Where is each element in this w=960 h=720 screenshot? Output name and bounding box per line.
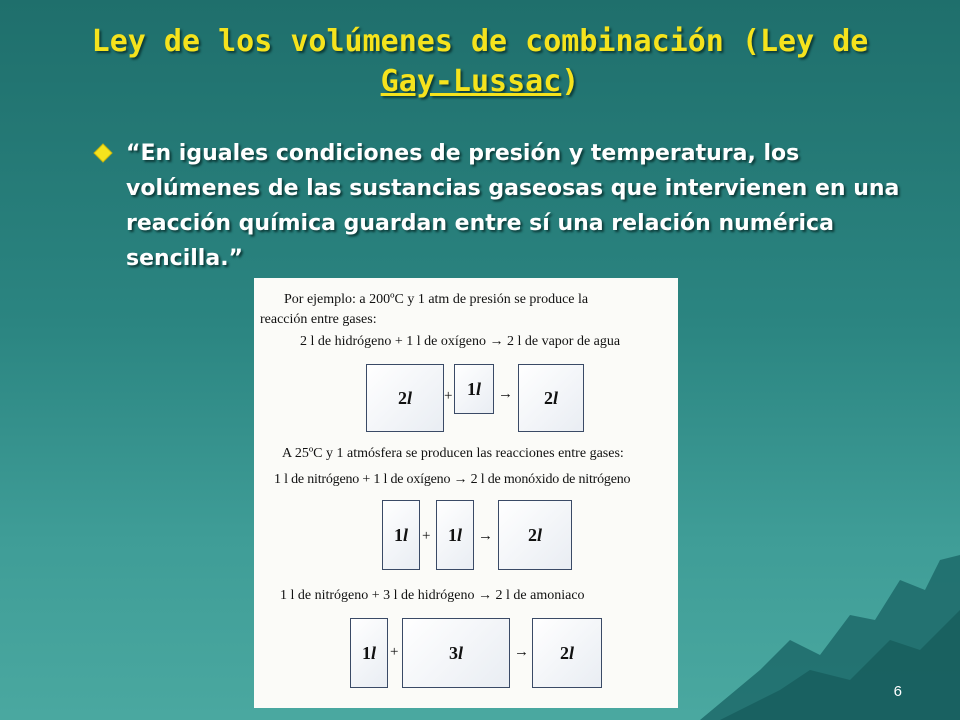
r2-box-nitrogen bbox=[382, 500, 420, 570]
background-wave-shape bbox=[700, 520, 960, 720]
r1-box2-num: 1 bbox=[466, 378, 476, 399]
reaction1-text: 2 l de hidrógeno + 1 l de oxígeno → 2 l de vapor de agua bbox=[300, 334, 621, 349]
r2-box2-num: 1 bbox=[447, 524, 457, 545]
unit-label: l bbox=[536, 524, 542, 545]
unit-label: l bbox=[456, 524, 462, 545]
r3-box2-num: 3 bbox=[448, 642, 458, 663]
r1-box-oxygen bbox=[454, 364, 494, 414]
gay-lussac-link[interactable]: Gay-Lussac bbox=[380, 64, 562, 99]
page-number: 6 bbox=[893, 683, 902, 700]
bullet-item bbox=[92, 136, 912, 276]
r1-box3-num: 2 bbox=[543, 387, 553, 408]
reaction3-text: 1 l de nitrógeno + 3 l de hidrógeno → 2 l de amoniaco bbox=[280, 588, 585, 603]
r3-box-ammonia bbox=[532, 618, 602, 688]
arrow-sign: → bbox=[498, 386, 513, 402]
r1-box-hydrogen bbox=[366, 364, 444, 432]
slide-title bbox=[40, 22, 920, 102]
r2-box-oxygen bbox=[436, 500, 474, 570]
reaction2-text: 1 l de nitrógeno + 1 l de oxígeno → 2 l de monóxido de nitrógeno bbox=[274, 472, 631, 487]
arrow-sign: → bbox=[478, 528, 493, 544]
unit-label: l bbox=[370, 642, 376, 663]
diamond-bullet-icon bbox=[92, 142, 114, 164]
r2-box1-num: 1 bbox=[393, 524, 403, 545]
figure-intro2: A 25ºC y 1 atmósfera se producen las reacciones entre gases: bbox=[282, 446, 624, 461]
unit-label: l bbox=[457, 642, 463, 663]
arrow-sign: → bbox=[514, 644, 529, 660]
r2-box3-num: 2 bbox=[527, 524, 537, 545]
plus-sign: + bbox=[422, 528, 431, 544]
title-text: Ley de los volúmenes de combinación (Ley de bbox=[91, 24, 869, 59]
figure-intro-line1: Por ejemplo: a 200ºC y 1 atm de presión se produce la bbox=[284, 292, 589, 307]
title-close-paren: ) bbox=[561, 64, 580, 99]
r3-box-nitrogen bbox=[350, 618, 388, 688]
unit-label: l bbox=[475, 378, 481, 399]
unit-label: l bbox=[402, 524, 408, 545]
r3-box1-num: 1 bbox=[361, 642, 371, 663]
r3-box3-num: 2 bbox=[559, 642, 569, 663]
plus-sign: + bbox=[444, 388, 453, 404]
r1-box1-num: 2 bbox=[397, 387, 407, 408]
figure-intro-line2: reacción entre gases: bbox=[260, 312, 377, 327]
r1-box-water-vapor bbox=[518, 364, 584, 432]
bullet-text: “En iguales condiciones de presión y temperatura, los volúmenes de las sustancias gaseosas que intervienen en una reacción química guardan entre sí una relación numérica sencilla.” bbox=[126, 141, 900, 271]
unit-label: l bbox=[568, 642, 574, 663]
reaction-figure bbox=[254, 278, 678, 708]
r2-box-nitric-oxide bbox=[498, 500, 572, 570]
r3-box-hydrogen bbox=[402, 618, 510, 688]
unit-label: l bbox=[552, 387, 558, 408]
unit-label: l bbox=[406, 387, 412, 408]
plus-sign: + bbox=[390, 644, 399, 660]
